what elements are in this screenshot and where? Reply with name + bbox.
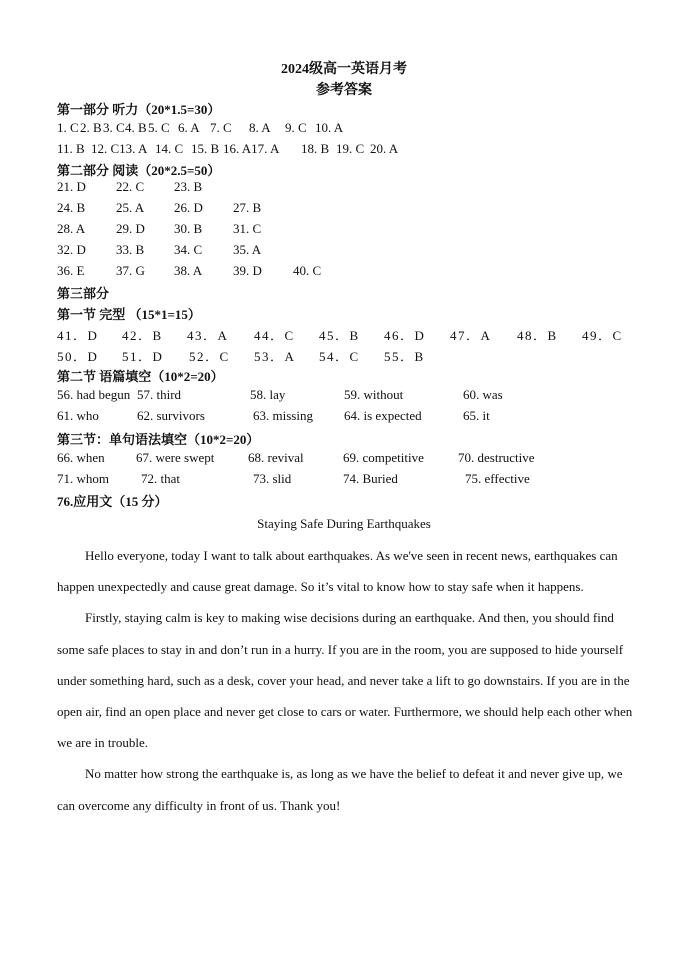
part2-heading: 第二部分 阅读（20*2.5=50） [57, 163, 221, 178]
answer-item: 67. were swept [136, 450, 215, 465]
answer-item: 75. effective [465, 471, 530, 486]
section2-heading: 第二节 语篇填空（10*2=20） [57, 369, 224, 384]
answer-item: 9. C [285, 120, 307, 135]
answer-item: 51．D [122, 349, 164, 364]
answer-item: 42．B [122, 328, 163, 343]
answer-item: 50．D [57, 349, 99, 364]
answer-item: 65. it [463, 408, 490, 423]
answer-item: 34. C [174, 242, 203, 257]
answer-item: 21. D [57, 179, 86, 194]
answer-item: 25. A [116, 200, 145, 215]
answer-item: 30. B [174, 221, 203, 236]
document-title: 2024级高一英语月考 [281, 62, 407, 77]
answer-item: 16. A17. A [223, 141, 280, 156]
answer-item: 7. C [210, 120, 232, 135]
answer-item: 73. slid [253, 471, 292, 486]
answer-item: 35. A [233, 242, 262, 257]
answer-item: 2. B [80, 120, 102, 135]
answer-item: 27. B [233, 200, 262, 215]
part1-heading: 第一部分 听力（20*1.5=30） [57, 102, 221, 117]
answer-item: 54．C [319, 349, 360, 364]
part3-heading: 第三部分 [57, 286, 110, 301]
answer-item: 18. B [301, 141, 330, 156]
answer-item: 64. is expected [344, 408, 422, 423]
answer-item: 5. C [148, 120, 170, 135]
answer-item: 32. D [57, 242, 86, 257]
answer-item: 29. D [116, 221, 145, 236]
answer-item: 71. whom [57, 471, 109, 486]
document-subtitle: 参考答案 [316, 83, 372, 98]
answer-item: 26. D [174, 200, 203, 215]
answer-item: 24. B [57, 200, 86, 215]
answer-item: 40. C [293, 263, 322, 278]
answer-item: 8. A [249, 120, 271, 135]
answer-item: 49．C [582, 328, 623, 343]
answer-item: 3. C [103, 120, 125, 135]
answer-item: 31. C [233, 221, 262, 236]
answer-item: 61. who [57, 408, 99, 423]
answer-item: 58. lay [250, 387, 286, 402]
answer-item: 70. destructive [458, 450, 535, 465]
answer-item: 69. competitive [343, 450, 424, 465]
answer-item: 72. that [141, 471, 180, 486]
answer-item: 15. B [191, 141, 220, 156]
essay-body [57, 540, 635, 821]
essay-paragraph: No matter how strong the earthquake is, as long as we have the belief to defeat it and never give up, we can overcome any difficulty in front of us. Thank you! [57, 766, 623, 813]
answer-item: 36. E [57, 263, 85, 278]
answer-item: 4. B [125, 120, 147, 135]
answer-item: 44．C [254, 328, 295, 343]
answer-item: 11. B [57, 141, 85, 156]
answer-item: 55．B [384, 349, 425, 364]
answer-item: 74. Buried [343, 471, 398, 486]
answer-item: 10. A [315, 120, 344, 135]
answer-item: 33. B [116, 242, 145, 257]
section3-heading: 第三节：单句语法填空（10*2=20） [57, 432, 260, 447]
answer-item: 68. revival [248, 450, 304, 465]
answer-item: 22. C [116, 179, 145, 194]
answer-item: 28. A [57, 221, 86, 236]
answer-item: 57. third [137, 387, 182, 402]
essay-title: Staying Safe During Earthquakes [257, 516, 431, 531]
answer-item: 38. A [174, 263, 203, 278]
answer-item: 60. was [463, 387, 503, 402]
answer-item: 62. survivors [137, 408, 205, 423]
writing-heading: 76.应用文（15 分） [57, 494, 168, 509]
answer-item: 52．C [189, 349, 230, 364]
answer-item: 23. B [174, 179, 203, 194]
answer-item: 47．A [450, 328, 492, 343]
essay-paragraph: Hello everyone, today I want to talk about earthquakes. As we've seen in recent news, earthquakes can happen unexpectedly and cause great damage. So it’s vital to know how to stay safe when it happens. [57, 548, 618, 595]
answer-item: 12. C13. A [91, 141, 148, 156]
section1-heading: 第一节 完型 （15*1=15） [57, 307, 201, 322]
answer-item: 46．D [384, 328, 426, 343]
answer-item: 59. without [344, 387, 404, 402]
answer-item: 6. A [178, 120, 200, 135]
answer-item: 63. missing [253, 408, 313, 423]
essay-paragraph: Firstly, staying calm is key to making wise decisions during an earthquake. And then, you should find some safe places to stay in and don’t run in a hurry. If you are in the room, you are supposed to hide yourself under something hard, such as a desk, cover your head, and never take a lift to go downstairs. If you are in the open air, find an open place and never get close to cars or water. Furthermore, we should help each other when we are in trouble. [57, 610, 633, 751]
answer-item: 66. when [57, 450, 105, 465]
answer-item: 53．A [254, 349, 296, 364]
answer-item: 20. A [370, 141, 399, 156]
answer-item: 41．D [57, 328, 99, 343]
answer-item: 48．B [517, 328, 558, 343]
answer-item: 19. C [336, 141, 365, 156]
answer-item: 56. had begun [57, 387, 131, 402]
answer-item: 37. G [116, 263, 145, 278]
answer-item: 39. D [233, 263, 262, 278]
answer-item: 14. C [155, 141, 184, 156]
answer-item: 1. C [57, 120, 79, 135]
answer-item: 45．B [319, 328, 360, 343]
answer-item: 43．A [187, 328, 229, 343]
